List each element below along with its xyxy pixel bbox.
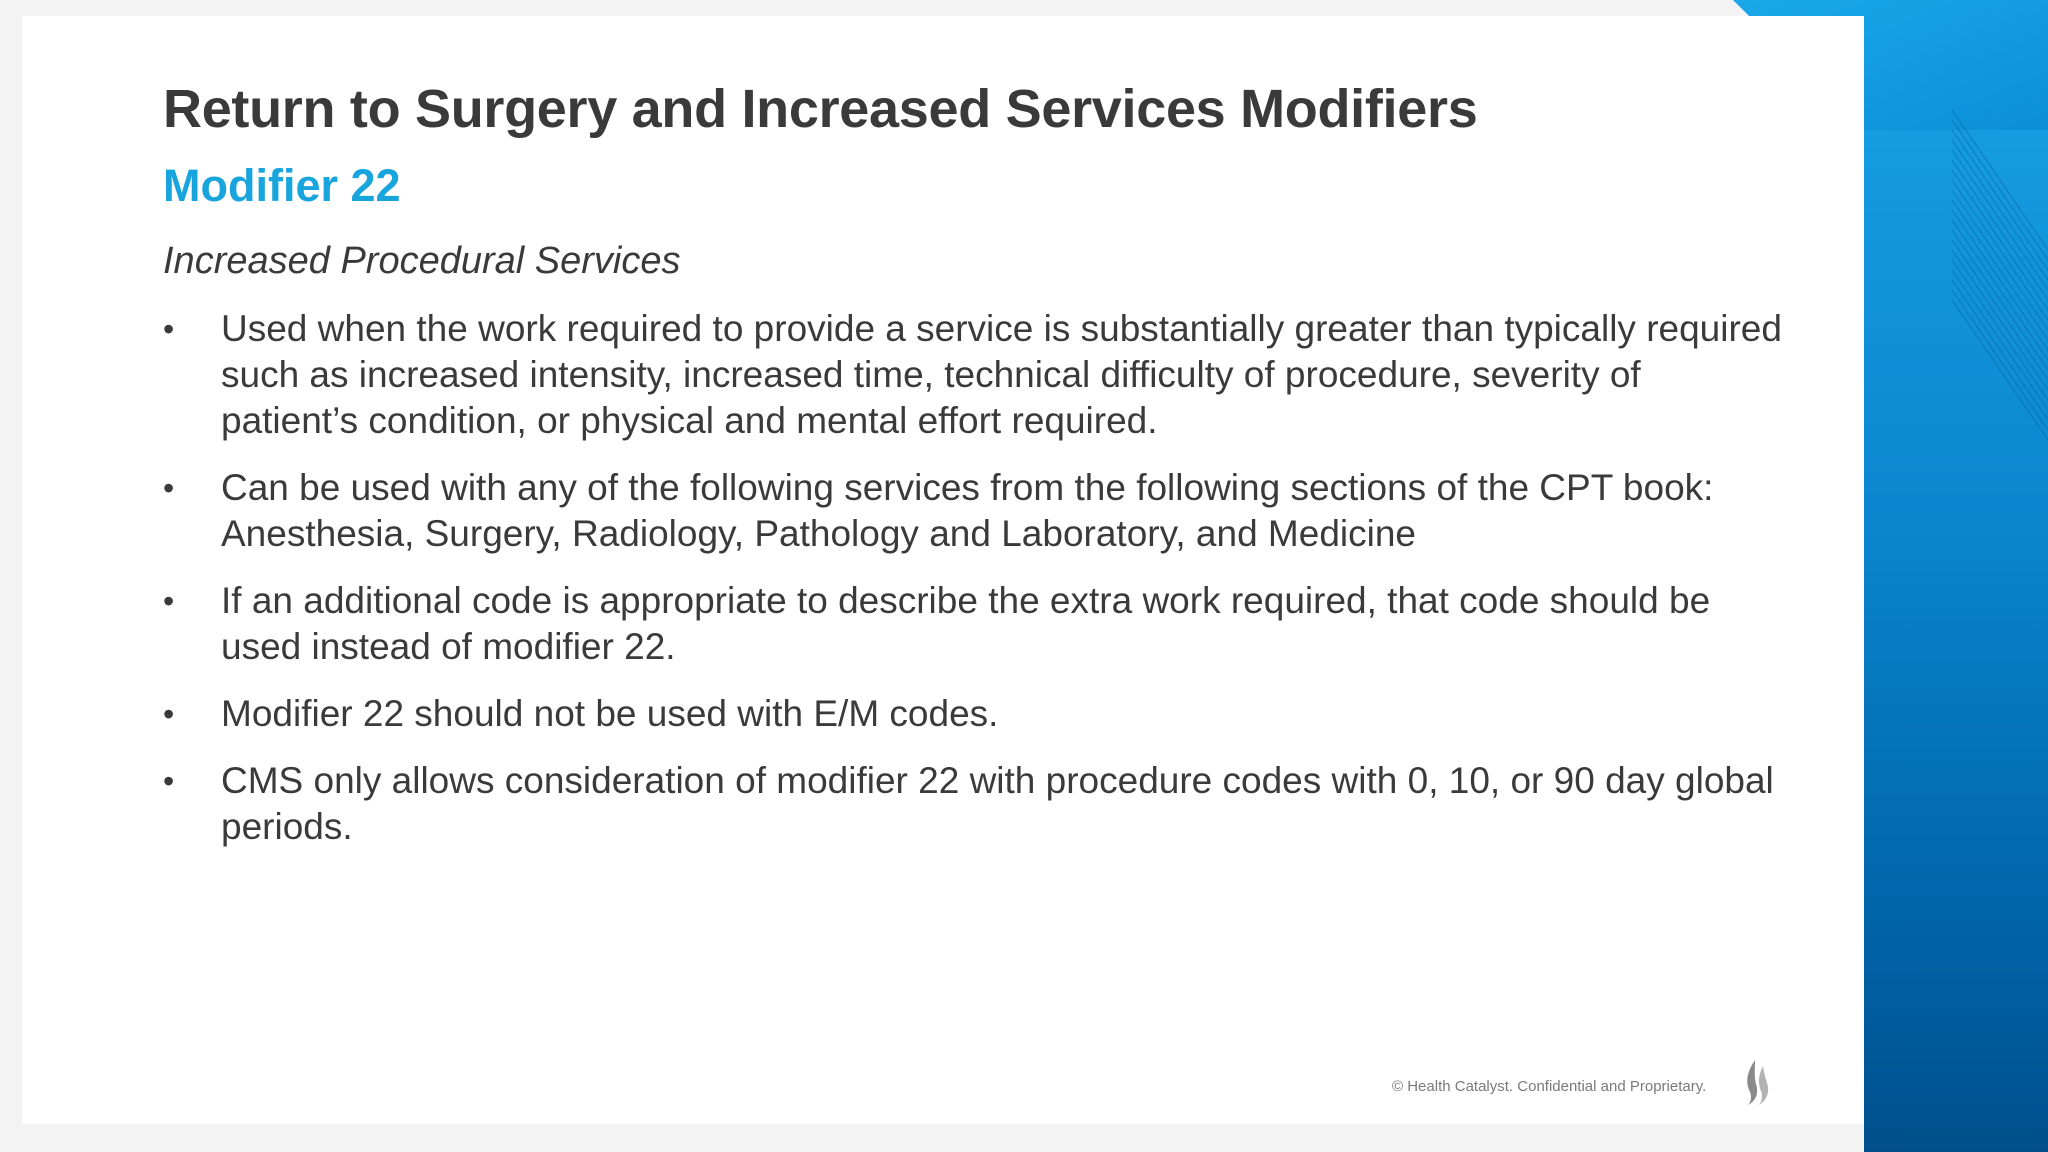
bullet-marker: • xyxy=(163,470,175,506)
bullet-marker: • xyxy=(163,311,175,347)
bullet-text: Can be used with any of the following services from the following sections of the CPT book: Anesthesia, Surgery, Radiology, Pathology and Laboratory, and Medicine xyxy=(221,467,1714,554)
bullet-list xyxy=(163,306,1783,871)
bullet-item xyxy=(163,758,1783,850)
bullet-text: CMS only allows consideration of modifier 22 with procedure codes with 0, 10, or 90 day global periods. xyxy=(221,760,1774,847)
slide-content xyxy=(22,16,1864,1124)
health-catalyst-flame-icon xyxy=(1741,1058,1773,1106)
bullet-item xyxy=(163,691,1783,737)
slide-title: Return to Surgery and Increased Services Modifiers xyxy=(163,79,1478,139)
bullet-item xyxy=(163,465,1783,557)
decorative-stripe-pattern xyxy=(1950,100,2048,440)
bullet-item xyxy=(163,306,1783,444)
bullet-text: Modifier 22 should not be used with E/M codes. xyxy=(221,693,999,734)
bullet-text: If an additional code is appropriate to describe the extra work required, that code should be used instead of modifier 22. xyxy=(221,580,1711,667)
slide-subtitle: Modifier 22 xyxy=(163,160,401,211)
bullet-marker: • xyxy=(163,763,175,799)
section-heading: Increased Procedural Services xyxy=(163,240,681,282)
copyright-footer: © Health Catalyst. Confidential and Proprietary. xyxy=(1392,1078,1707,1095)
bullet-item xyxy=(163,578,1783,670)
bullet-text: Used when the work required to provide a service is substantially greater than typically required such as increased intensity, increased time, technical difficulty of procedure, severity of patient’s condition, or physical and mental effort required. xyxy=(221,308,1782,441)
bullet-marker: • xyxy=(163,583,175,619)
bullet-marker: • xyxy=(163,696,175,732)
